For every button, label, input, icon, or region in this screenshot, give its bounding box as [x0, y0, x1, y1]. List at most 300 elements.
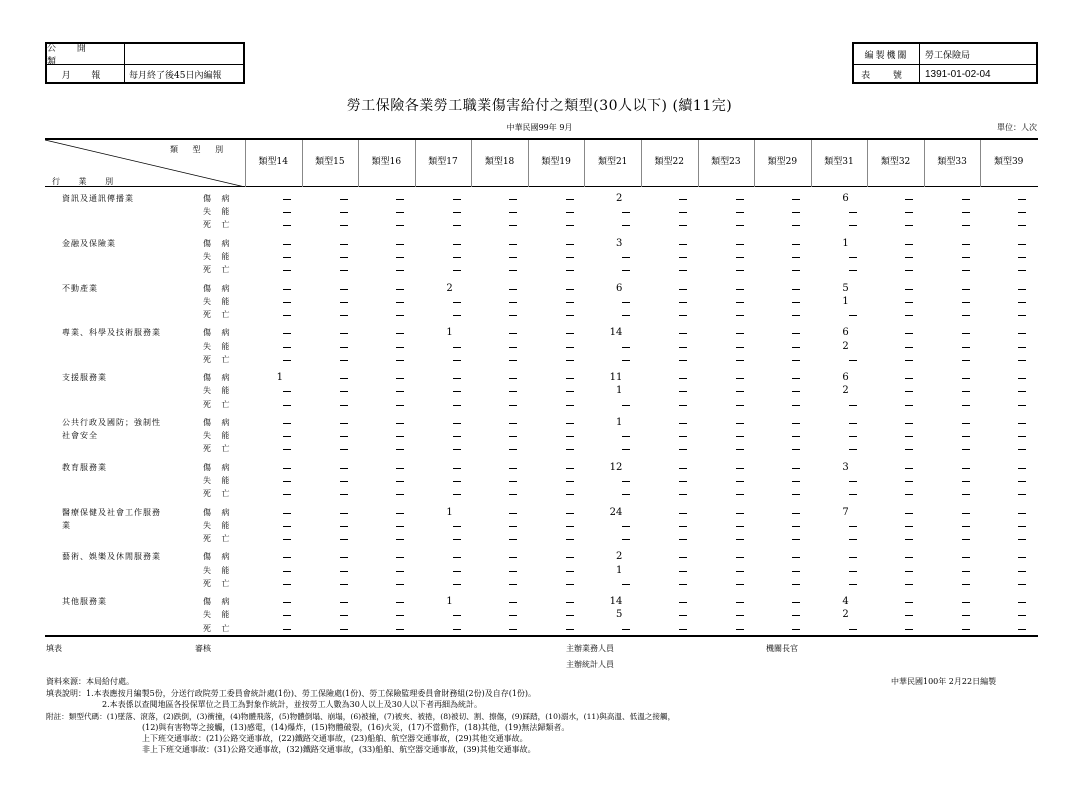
empty-cell-dash [679, 423, 687, 424]
industry-name: 藝術、娛樂及休閒服務業 [62, 552, 161, 562]
header-right-box [852, 42, 1038, 84]
table-cell-value: 11 [609, 372, 623, 384]
row-type-label: 傷 病 [203, 418, 234, 427]
empty-cell-dash [792, 333, 800, 334]
empty-cell-dash [679, 270, 687, 271]
empty-cell-dash [283, 270, 291, 271]
empty-cell-dash [622, 436, 630, 437]
empty-cell-dash [962, 257, 970, 258]
row-type-label: 死 亡 [203, 354, 234, 364]
empty-cell-dash [509, 302, 517, 303]
table-cell-value: 14 [609, 327, 623, 339]
empty-cell-dash [792, 468, 800, 469]
empty-cell-dash [849, 257, 857, 258]
table-cell-value: 5 [842, 282, 849, 294]
empty-cell-dash [1018, 270, 1026, 271]
row-type-label: 死 亡 [203, 623, 234, 633]
empty-cell-dash [283, 225, 291, 226]
empty-cell-dash [622, 405, 630, 406]
empty-cell-dash [566, 494, 574, 495]
empty-cell-dash [905, 557, 913, 558]
empty-cell-dash [679, 449, 687, 450]
empty-cell-dash [849, 629, 857, 630]
empty-cell-dash [453, 347, 461, 348]
empty-cell-dash [679, 526, 687, 527]
empty-cell-dash [283, 405, 291, 406]
empty-cell-dash [962, 481, 970, 482]
table-cell-value: 1 [842, 295, 849, 307]
empty-cell-dash [566, 225, 574, 226]
empty-cell-dash [283, 436, 291, 437]
empty-cell-dash [1018, 494, 1026, 495]
table-cell-value: 2 [616, 551, 623, 563]
data-source: 資料來源：本局給付處。 [46, 677, 134, 686]
column-header-13: 類型39 [993, 157, 1024, 167]
empty-cell-dash [736, 270, 744, 271]
empty-cell-dash [736, 513, 744, 514]
empty-cell-dash [792, 244, 800, 245]
table-cell-value: 24 [609, 506, 623, 518]
empty-cell-dash [1018, 423, 1026, 424]
header-left-box [45, 42, 245, 84]
empty-cell-dash [962, 571, 970, 572]
empty-cell-dash [453, 449, 461, 450]
empty-cell-dash [792, 436, 800, 437]
empty-cell-dash [283, 468, 291, 469]
row-type-label: 失 能 [203, 252, 234, 261]
column-header-1: 類型15 [315, 157, 345, 167]
empty-cell-dash [679, 584, 687, 585]
empty-cell-dash [1018, 513, 1026, 514]
empty-cell-dash [622, 539, 630, 540]
empty-cell-dash [905, 494, 913, 495]
table-cell-value: 1 [446, 327, 453, 339]
empty-cell-dash [453, 526, 461, 527]
empty-cell-dash [905, 629, 913, 630]
empty-cell-dash [849, 584, 857, 585]
empty-cell-dash [962, 449, 970, 450]
empty-cell-dash [792, 423, 800, 424]
empty-cell-dash [849, 526, 857, 527]
empty-cell-dash [566, 315, 574, 316]
empty-cell-dash [509, 378, 517, 379]
empty-cell-dash [962, 378, 970, 379]
empty-cell-dash [679, 289, 687, 290]
empty-cell-dash [340, 257, 348, 258]
empty-cell-dash [849, 557, 857, 558]
empty-cell-dash [453, 225, 461, 226]
empty-cell-dash [736, 615, 744, 616]
empty-cell-dash [1018, 212, 1026, 213]
empty-cell-dash [679, 391, 687, 392]
empty-cell-dash [283, 602, 291, 603]
unit-label: 單位：人次 [997, 123, 1037, 132]
empty-cell-dash [849, 539, 857, 540]
empty-cell-dash [962, 602, 970, 603]
row-type-label: 傷 病 [203, 194, 234, 203]
table-cell-value: 1 [446, 596, 453, 608]
column-divider [924, 140, 925, 187]
row-type-label: 傷 病 [203, 328, 234, 338]
empty-cell-dash [679, 539, 687, 540]
empty-cell-dash [905, 571, 913, 572]
empty-cell-dash [396, 333, 404, 334]
empty-cell-dash [396, 423, 404, 424]
empty-cell-dash [792, 391, 800, 392]
header-right-row-1 [854, 44, 1036, 65]
empty-cell-dash [679, 244, 687, 245]
empty-cell-dash [792, 378, 800, 379]
empty-cell-dash [736, 289, 744, 290]
header-left-row-1 [47, 44, 243, 65]
column-header-9: 類型29 [767, 157, 798, 167]
empty-cell-dash [396, 405, 404, 406]
row-type-label: 死 亡 [203, 220, 234, 230]
empty-cell-dash [566, 347, 574, 348]
empty-cell-dash [566, 481, 574, 482]
empty-cell-dash [283, 212, 291, 213]
empty-cell-dash [905, 436, 913, 437]
industry-name: 專業、科學及技術服務業 [62, 328, 161, 338]
empty-cell-dash [340, 557, 348, 558]
empty-cell-dash [340, 423, 348, 424]
empty-cell-dash [340, 199, 348, 200]
empty-cell-dash [453, 199, 461, 200]
empty-cell-dash [566, 302, 574, 303]
table-cell-value: 3 [616, 237, 623, 249]
empty-cell-dash [283, 584, 291, 585]
empty-cell-dash [736, 302, 744, 303]
empty-cell-dash [509, 557, 517, 558]
note-line-1: 附註：類型代碼：(1)墜落、滾落，(2)跌倒，(3)衝撞，(4)物體飛落，(5)物體倒塌、崩塌，(6)被撞，(7)被夾、被捲，(8)被切、割、擦傷，(9)踩踏，(10)溺水，(11)與高溫、低溫之接觸， [46, 712, 676, 721]
column-header-0: 類型14 [258, 157, 288, 167]
empty-cell-dash [566, 257, 574, 258]
empty-cell-dash [396, 571, 404, 572]
industry-name: 金融及保險業 [62, 238, 116, 248]
empty-cell-dash [509, 526, 517, 527]
column-divider [698, 140, 699, 187]
corner-type-label: 類 型 別 [170, 145, 230, 154]
empty-cell-dash [792, 315, 800, 316]
column-divider [358, 140, 359, 187]
empty-cell-dash [736, 481, 744, 482]
empty-cell-dash [283, 423, 291, 424]
empty-cell-dash [679, 302, 687, 303]
empty-cell-dash [283, 571, 291, 572]
empty-cell-dash [736, 244, 744, 245]
empty-cell-dash [905, 199, 913, 200]
row-type-label: 傷 病 [203, 283, 234, 293]
empty-cell-dash [340, 302, 348, 303]
table-number: 1391-01-02-04 [925, 68, 991, 80]
empty-cell-dash [509, 436, 517, 437]
empty-cell-dash [340, 539, 348, 540]
table-cell-value: 5 [616, 609, 623, 621]
empty-cell-dash [905, 584, 913, 585]
empty-cell-dash [962, 347, 970, 348]
empty-cell-dash [679, 225, 687, 226]
table-cell-value: 1 [446, 506, 453, 518]
empty-cell-dash [283, 333, 291, 334]
empty-cell-dash [905, 423, 913, 424]
empty-cell-dash [962, 199, 970, 200]
column-header-7: 類型22 [654, 157, 684, 167]
empty-cell-dash [509, 449, 517, 450]
empty-cell-dash [453, 629, 461, 630]
corner-industry-label: 行 業 別 [52, 177, 122, 186]
empty-cell-dash [905, 539, 913, 540]
table-number-label: 表 號 [854, 64, 920, 84]
empty-cell-dash [566, 449, 574, 450]
empty-cell-dash [849, 360, 857, 361]
empty-cell-dash [1018, 615, 1026, 616]
empty-cell-dash [792, 615, 800, 616]
empty-cell-dash [340, 347, 348, 348]
empty-cell-dash [340, 225, 348, 226]
empty-cell-dash [283, 257, 291, 258]
row-type-label: 失 能 [203, 431, 234, 441]
empty-cell-dash [849, 436, 857, 437]
empty-cell-dash [396, 244, 404, 245]
row-type-label: 死 亡 [203, 444, 234, 454]
empty-cell-dash [905, 602, 913, 603]
row-type-label: 傷 病 [203, 238, 234, 248]
empty-cell-dash [396, 468, 404, 469]
empty-cell-dash [1018, 436, 1026, 437]
empty-cell-dash [283, 347, 291, 348]
empty-cell-dash [679, 212, 687, 213]
empty-cell-dash [340, 212, 348, 213]
empty-cell-dash [962, 436, 970, 437]
empty-cell-dash [849, 571, 857, 572]
column-divider [867, 140, 868, 187]
empty-cell-dash [509, 571, 517, 572]
empty-cell-dash [566, 199, 574, 200]
row-type-label: 死 亡 [203, 489, 234, 499]
row-type-label: 失 能 [203, 520, 234, 530]
empty-cell-dash [792, 405, 800, 406]
empty-cell-dash [792, 629, 800, 630]
table-bottom-rule [45, 635, 1038, 637]
empty-cell-dash [1018, 539, 1026, 540]
empty-cell-dash [509, 494, 517, 495]
empty-cell-dash [396, 360, 404, 361]
report-frequency-label: 月 報 [47, 64, 125, 84]
empty-cell-dash [962, 423, 970, 424]
empty-cell-dash [396, 539, 404, 540]
empty-cell-dash [509, 615, 517, 616]
empty-cell-dash [1018, 333, 1026, 334]
note-line-3: 上下班交通事故：(21)公路交通事故，(22)鐵路交通事故，(23)船舶、航空器交通事故，(29)其他交通事故。 [142, 734, 528, 743]
empty-cell-dash [396, 526, 404, 527]
empty-cell-dash [283, 199, 291, 200]
empty-cell-dash [396, 391, 404, 392]
empty-cell-dash [453, 378, 461, 379]
empty-cell-dash [849, 449, 857, 450]
empty-cell-dash [792, 494, 800, 495]
empty-cell-dash [509, 270, 517, 271]
empty-cell-dash [1018, 526, 1026, 527]
empty-cell-dash [340, 468, 348, 469]
empty-cell-dash [792, 199, 800, 200]
empty-cell-dash [453, 315, 461, 316]
industry-name: 資訊及通訊傳播業 [62, 194, 134, 203]
empty-cell-dash [736, 315, 744, 316]
header-left-row-2 [47, 64, 243, 84]
empty-cell-dash [622, 360, 630, 361]
row-type-label: 失 能 [203, 207, 234, 217]
empty-cell-dash [962, 557, 970, 558]
table-cell-value: 1 [616, 385, 623, 397]
empty-cell-dash [736, 602, 744, 603]
empty-cell-dash [566, 615, 574, 616]
empty-cell-dash [566, 584, 574, 585]
empty-cell-dash [1018, 315, 1026, 316]
empty-cell-dash [509, 347, 517, 348]
empty-cell-dash [283, 315, 291, 316]
empty-cell-dash [736, 225, 744, 226]
empty-cell-dash [566, 405, 574, 406]
empty-cell-dash [340, 436, 348, 437]
column-divider [980, 140, 981, 187]
filler-label: 填表 [46, 644, 62, 653]
empty-cell-dash [962, 615, 970, 616]
agency-head-label: 機關長官 [766, 644, 798, 653]
empty-cell-dash [679, 468, 687, 469]
empty-cell-dash [1018, 289, 1026, 290]
empty-cell-dash [340, 333, 348, 334]
empty-cell-dash [962, 289, 970, 290]
empty-cell-dash [849, 481, 857, 482]
empty-cell-dash [340, 378, 348, 379]
empty-cell-dash [566, 212, 574, 213]
empty-cell-dash [736, 557, 744, 558]
row-type-label: 死 亡 [203, 578, 234, 588]
empty-cell-dash [736, 199, 744, 200]
empty-cell-dash [509, 212, 517, 213]
compile-date: 中華民國100年 2月22日編製 [891, 677, 997, 686]
empty-cell-dash [453, 212, 461, 213]
empty-cell-dash [566, 333, 574, 334]
empty-cell-dash [792, 539, 800, 540]
empty-cell-dash [283, 481, 291, 482]
empty-cell-dash [1018, 557, 1026, 558]
empty-cell-dash [736, 391, 744, 392]
empty-cell-dash [792, 270, 800, 271]
empty-cell-dash [453, 423, 461, 424]
row-type-label: 失 能 [203, 296, 234, 306]
empty-cell-dash [792, 513, 800, 514]
table-cell-value: 1 [616, 564, 623, 576]
empty-cell-dash [622, 494, 630, 495]
empty-cell-dash [962, 494, 970, 495]
empty-cell-dash [622, 302, 630, 303]
empty-cell-dash [566, 571, 574, 572]
empty-cell-dash [283, 391, 291, 392]
empty-cell-dash [453, 557, 461, 558]
empty-cell-dash [566, 602, 574, 603]
table-cell-value: 4 [842, 596, 849, 608]
empty-cell-dash [453, 539, 461, 540]
column-divider [584, 140, 585, 187]
empty-cell-dash [679, 481, 687, 482]
empty-cell-dash [792, 557, 800, 558]
empty-cell-dash [736, 347, 744, 348]
empty-cell-dash [509, 405, 517, 406]
fill-instruction-2: 2.本表係以查閱地區各投保單位之員工為對象作統計，並按勞工人數為30人以上及30人以下者再細為統計。 [102, 700, 482, 709]
empty-cell-dash [792, 257, 800, 258]
empty-cell-dash [283, 360, 291, 361]
row-type-label: 傷 病 [203, 462, 234, 472]
empty-cell-dash [1018, 571, 1026, 572]
empty-cell-dash [679, 378, 687, 379]
empty-cell-dash [396, 494, 404, 495]
empty-cell-dash [905, 405, 913, 406]
industry-name: 社會安全 [62, 431, 98, 441]
column-divider [415, 140, 416, 187]
empty-cell-dash [453, 391, 461, 392]
table-cell-value: 7 [842, 506, 849, 518]
table-cell-value: 2 [616, 193, 623, 204]
column-header-5: 類型19 [541, 157, 571, 167]
empty-cell-dash [509, 333, 517, 334]
empty-cell-dash [622, 526, 630, 527]
empty-cell-dash [736, 405, 744, 406]
empty-cell-dash [905, 212, 913, 213]
empty-cell-dash [396, 629, 404, 630]
empty-cell-dash [509, 423, 517, 424]
empty-cell-dash [566, 539, 574, 540]
empty-cell-dash [283, 615, 291, 616]
note-line-2: (12)與有害物等之接觸，(13)感電，(14)爆炸，(15)物體破裂，(16)火災，(17)不當動作，(18)其他，(19)無法歸類者。 [142, 723, 570, 732]
empty-cell-dash [283, 289, 291, 290]
empty-cell-dash [340, 270, 348, 271]
industry-name: 不動產業 [62, 283, 98, 293]
empty-cell-dash [679, 347, 687, 348]
empty-cell-dash [679, 615, 687, 616]
empty-cell-dash [736, 526, 744, 527]
empty-cell-dash [679, 405, 687, 406]
empty-cell-dash [566, 557, 574, 558]
empty-cell-dash [453, 571, 461, 572]
empty-cell-dash [679, 602, 687, 603]
empty-cell-dash [736, 423, 744, 424]
public-class-label: 公 開 類 [47, 44, 125, 64]
empty-cell-dash [679, 333, 687, 334]
empty-cell-dash [736, 449, 744, 450]
empty-cell-dash [1018, 257, 1026, 258]
empty-cell-dash [566, 468, 574, 469]
empty-cell-dash [962, 513, 970, 514]
row-type-label: 死 亡 [203, 534, 234, 543]
table-cell-value: 2 [446, 282, 453, 294]
column-divider [754, 140, 755, 187]
empty-cell-dash [679, 571, 687, 572]
empty-cell-dash [509, 360, 517, 361]
empty-cell-dash [453, 270, 461, 271]
empty-cell-dash [340, 602, 348, 603]
page-title: 勞工保險各業勞工職業傷害給付之類型(30人以下) (續11完) [346, 98, 733, 114]
table-cell-value: 3 [842, 461, 849, 473]
column-divider [245, 140, 246, 187]
empty-cell-dash [396, 513, 404, 514]
empty-cell-dash [509, 244, 517, 245]
empty-cell-dash [396, 584, 404, 585]
empty-cell-dash [453, 615, 461, 616]
table-cell-value: 6 [842, 193, 849, 204]
empty-cell-dash [509, 391, 517, 392]
empty-cell-dash [1018, 199, 1026, 200]
